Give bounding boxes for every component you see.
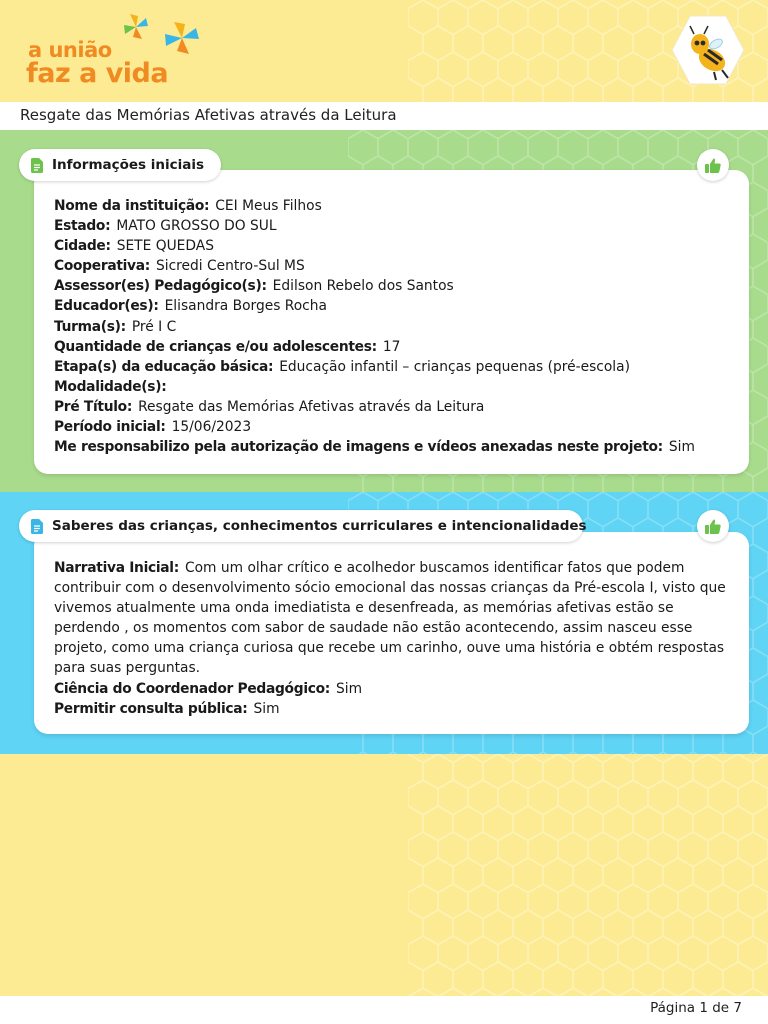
field-value: 15/06/2023 xyxy=(171,419,252,436)
field-value: 17 xyxy=(382,338,401,355)
field-label: Etapa(s) da educação básica: xyxy=(54,358,274,375)
field-row xyxy=(54,397,731,417)
field-value: Sim xyxy=(253,700,280,717)
field-row xyxy=(54,357,731,377)
field-row xyxy=(54,377,731,397)
field-row xyxy=(54,417,731,437)
like-button[interactable] xyxy=(697,510,729,542)
field-row xyxy=(54,317,731,337)
header xyxy=(0,0,768,102)
field-value: Sim xyxy=(668,439,695,456)
section-tab-informacoes-iniciais xyxy=(19,149,221,181)
knowledge-card xyxy=(34,532,749,734)
field-row xyxy=(54,296,731,316)
section-title: Saberes das crianças, conhecimentos curriculares e intencionalidades xyxy=(52,518,587,534)
field-value: Sicredi Centro-Sul MS xyxy=(155,258,305,275)
field-row xyxy=(54,699,731,719)
field-row xyxy=(54,437,731,457)
field-label: Narrativa Inicial: xyxy=(54,560,179,576)
narrative-paragraph xyxy=(54,558,731,679)
field-label: Nome da instituição: xyxy=(54,198,210,214)
field-value: Sim xyxy=(336,680,363,697)
field-value: CEI Meus Filhos xyxy=(215,198,322,214)
field-row xyxy=(54,276,731,296)
thumbs-up-icon xyxy=(705,158,721,173)
section-title: Informações iniciais xyxy=(52,157,205,173)
document-icon xyxy=(31,519,43,534)
field-row xyxy=(54,236,731,256)
pinwheel-icon xyxy=(122,12,150,42)
page-title: Resgate das Memórias Afetivas através da Leitura xyxy=(20,106,397,124)
logo-text-line2: faz a vida xyxy=(26,58,169,89)
info-card xyxy=(34,170,749,474)
field-label: Quantidade de crianças e/ou adolescentes: xyxy=(54,338,377,355)
field-row xyxy=(54,196,731,216)
document-icon xyxy=(31,158,43,173)
like-button[interactable] xyxy=(697,149,729,181)
field-label: Estado: xyxy=(54,218,111,235)
logo xyxy=(24,12,214,94)
field-label: Turma(s): xyxy=(54,318,126,335)
field-label: Pré Título: xyxy=(54,398,133,415)
field-value: Pré I C xyxy=(131,318,177,335)
field-label: Educador(es): xyxy=(54,298,159,315)
field-value: Resgate das Memórias Afetivas através da Leitura xyxy=(138,398,485,415)
field-label: Período inicial: xyxy=(54,419,166,436)
field-value: Educação infantil – crianças pequenas (pré-escola) xyxy=(279,358,630,375)
footer xyxy=(0,996,768,1024)
field-label: Modalidade(s): xyxy=(54,378,167,395)
field-value: Com um olhar crítico e acolhedor buscamos identificar fatos que podem contribuir com o desenvolvimento sócio emocional das nossas crianças da Pré-escola I, visto que vivemos atualmente uma onda imediatista e desenfreada, as memórias afetivas estão se perdendo , os momentos com sabor de saudade não estão acontecendo, assim nasceu esse projeto, como uma criança curiosa que recebe um carinho, ouve uma história e obtém respostas para suas perguntas. xyxy=(54,560,726,677)
bee-mascot-icon xyxy=(670,14,746,86)
field-value: Elisandra Borges Rocha xyxy=(164,298,327,315)
field-row xyxy=(54,256,731,276)
page-number: Página 1 de 7 xyxy=(650,1000,742,1016)
field-label: Cidade: xyxy=(54,238,111,255)
field-value: SETE QUEDAS xyxy=(116,238,214,255)
section-tab-saberes xyxy=(19,510,587,542)
field-label: Permitir consulta pública: xyxy=(54,700,248,717)
field-row xyxy=(54,679,731,699)
pinwheel-icon xyxy=(162,20,202,56)
field-label: Ciência do Coordenador Pedagógico: xyxy=(54,680,331,697)
field-value: MATO GROSSO DO SUL xyxy=(116,218,277,235)
field-value: Edilson Rebelo dos Santos xyxy=(272,278,454,295)
info-fields xyxy=(54,196,731,457)
field-label: Assessor(es) Pedagógico(s): xyxy=(54,278,267,295)
page-title-bar xyxy=(0,102,768,130)
field-label: Me responsabilizo pela autorização de imagens e vídeos anexadas neste projeto: xyxy=(54,439,663,456)
knowledge-fields xyxy=(54,558,731,719)
thumbs-up-icon xyxy=(705,519,721,534)
field-row xyxy=(54,337,731,357)
logo-text-line1: a união xyxy=(28,38,112,62)
field-label: Cooperativa: xyxy=(54,258,150,275)
field-row xyxy=(54,216,731,236)
